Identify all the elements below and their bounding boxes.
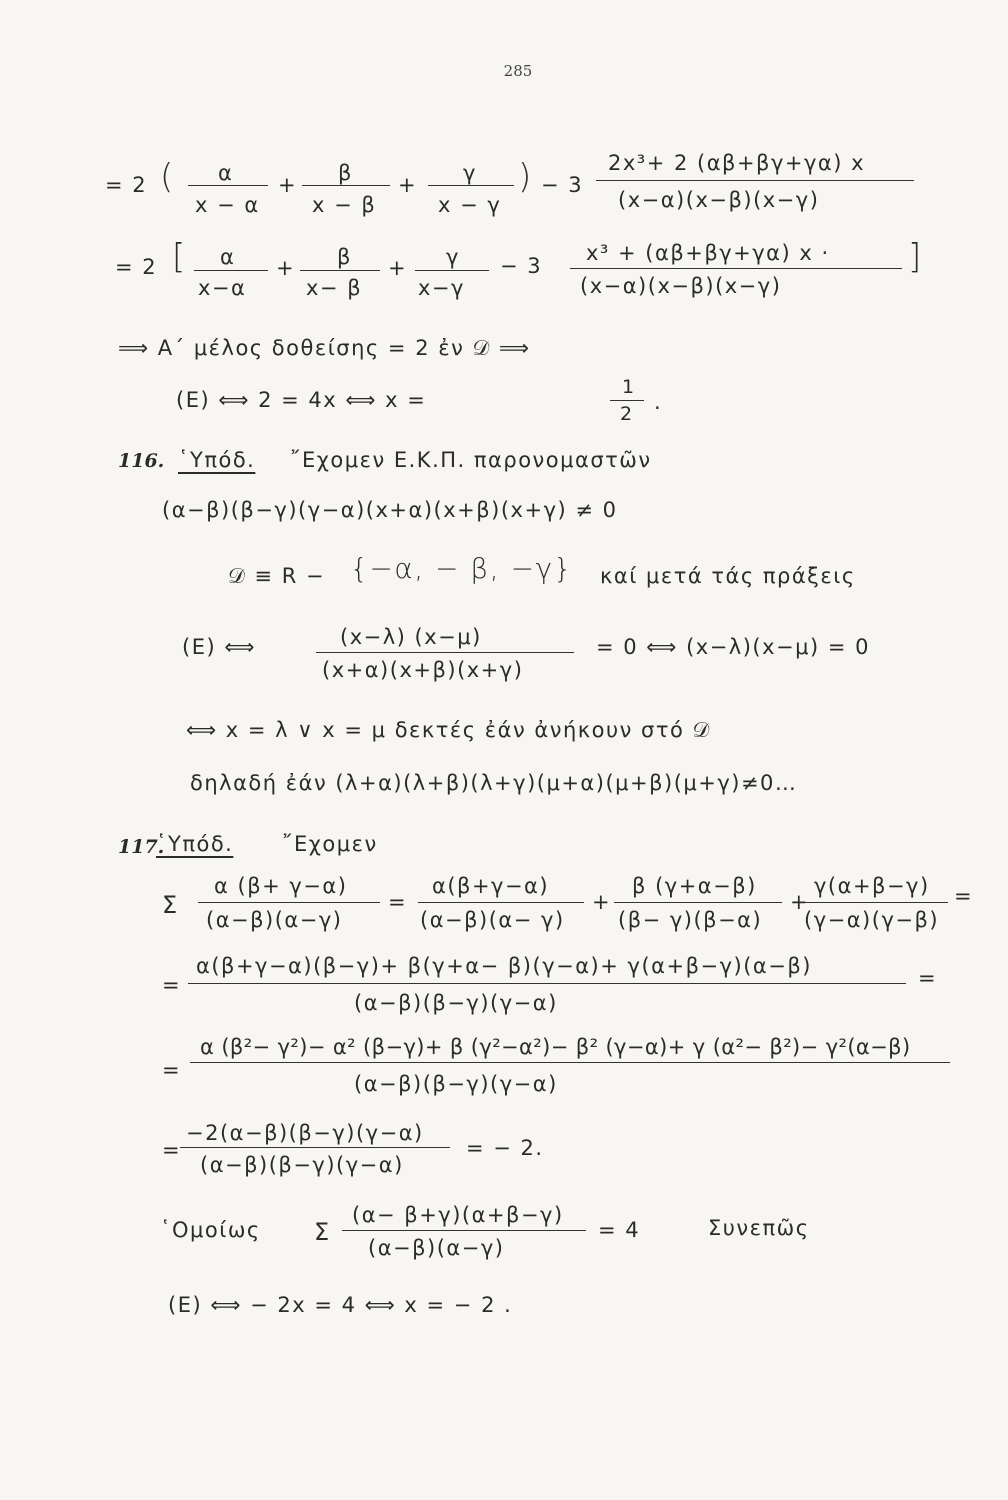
numerator: β (γ+α−β) — [632, 874, 757, 898]
conclusion-line: ⟹ Α΄ μέλος δοθείσης = 2 ἐν 𝒟 ⟹ — [118, 336, 531, 360]
denominator: x−γ — [418, 276, 465, 300]
text-line: ῾Ομοίως — [160, 1218, 261, 1242]
fraction-bar — [302, 185, 390, 186]
text-line: δηλαδή ἐάν (λ+α)(λ+β)(λ+γ)(μ+α)(μ+β)(μ+γ)≠0… — [190, 771, 798, 795]
fraction-bar — [418, 902, 584, 903]
fraction-bar — [415, 270, 489, 271]
hint-label: ῾Υπόδ. — [178, 448, 256, 472]
left-paren: ( — [160, 157, 175, 197]
text-line: καί μετά τάς πράξεις — [600, 564, 856, 588]
denominator: (x−α)(x−β)(x−γ) — [618, 188, 820, 212]
page-number: 285 — [503, 62, 533, 80]
right-paren: ) — [518, 157, 533, 197]
numerator: α — [220, 245, 236, 269]
numerator: 1 — [622, 376, 636, 398]
left-bracket: [ — [172, 237, 187, 277]
operator: − 3 — [541, 173, 584, 197]
denominator: x − α — [195, 193, 260, 217]
operator: + — [278, 173, 298, 197]
text-line: ῎Εχομεν Ε.Κ.Π. παρονομαστῶν — [290, 448, 652, 472]
denominator: (β− γ)(β−α) — [618, 908, 763, 932]
fraction-bar — [180, 1147, 450, 1148]
operator: + — [388, 256, 408, 280]
numerator: α (β²− γ²)− α² (β−γ)+ β (γ²−α²)− β² (γ−α)+ γ (α²− β²)− γ²(α−β) — [200, 1035, 911, 1059]
domain-line: 𝒟 ≡ R − — [228, 564, 326, 588]
denominator: (x+α)(x+β)(x+γ) — [322, 658, 524, 682]
numerator: α(β+γ−α) — [432, 874, 550, 898]
numerator: β — [337, 245, 352, 269]
text-line: = 0 ⟺ (x−λ)(x−μ) = 0 — [596, 635, 871, 659]
text-line: ῎Εχομεν — [282, 832, 378, 856]
denominator: x−α — [198, 276, 247, 300]
fraction-bar — [198, 902, 380, 903]
text-line: (Ε) ⟺ — [182, 635, 256, 659]
denominator: 2 — [620, 403, 634, 425]
operator: − 3 — [500, 254, 543, 278]
equals-sign: = — [162, 973, 182, 997]
problem-number: 117. — [118, 836, 165, 858]
hint-label: ῾Υπόδ. — [156, 832, 234, 856]
numerator: α — [218, 161, 234, 185]
right-bracket: ] — [908, 237, 923, 277]
fraction-bar — [194, 270, 268, 271]
denominator: (α−β)(β−γ)(γ−α) — [200, 1153, 404, 1177]
numerator: γ — [463, 161, 477, 185]
period: . — [654, 390, 663, 414]
denominator: (x−α)(x−β)(x−γ) — [580, 274, 782, 298]
denominator: (α−β)(β−γ)(γ−α) — [354, 1072, 558, 1096]
denominator: (α−β)(β−γ)(γ−α) — [354, 991, 558, 1015]
numerator: γ — [446, 245, 460, 269]
fraction-bar — [188, 983, 906, 984]
operator: + — [398, 173, 418, 197]
numerator: (α− β+γ)(α+β−γ) — [352, 1203, 564, 1227]
text-line: ⟺ x = λ ∨ x = μ δεκτές ἐάν ἀνήκουν στό 𝒟 — [186, 718, 711, 742]
numerator: β — [338, 161, 353, 185]
equals-sign: = 2 — [105, 173, 148, 197]
excluded-set: {−α, − β, −γ} — [350, 552, 573, 585]
sigma-symbol: Σ — [314, 1218, 331, 1246]
numerator: α(β+γ−α)(β−γ)+ β(γ+α− β)(γ−α)+ γ(α+β−γ)(α−β) — [196, 954, 812, 978]
fraction-bar — [190, 1062, 950, 1063]
denominator: (γ−α)(γ−β) — [804, 908, 940, 932]
fraction-bar — [188, 185, 268, 186]
numerator: x³ + (αβ+βγ+γα) x · — [586, 241, 830, 265]
equals-sign: = — [162, 1058, 182, 1082]
final-solution: (Ε) ⟺ − 2x = 4 ⟺ x = − 2 . — [168, 1293, 513, 1317]
numerator: α (β+ γ−α) — [214, 874, 348, 898]
numerator: (x−λ) (x−μ) — [340, 625, 482, 649]
operator: + — [592, 890, 612, 914]
equals-sign: = — [954, 884, 974, 908]
fraction-bar — [316, 652, 574, 653]
sigma-symbol: Σ — [162, 891, 179, 919]
denominator: x − γ — [438, 193, 502, 217]
fraction-bar — [596, 180, 914, 181]
numerator: γ(α+β−γ) — [814, 874, 930, 898]
operator: + — [790, 890, 810, 914]
equals-sign: = — [918, 966, 938, 990]
denominator: (α−β)(α− γ) — [420, 908, 565, 932]
denominator: x− β — [306, 276, 363, 300]
numerator: 2x³+ 2 (αβ+βγ+γα) x — [608, 151, 866, 175]
equals-sign: = — [388, 890, 408, 914]
result: = − 2. — [466, 1136, 544, 1160]
fraction-bar — [428, 185, 514, 186]
fraction-bar — [342, 1230, 586, 1231]
fraction-bar — [300, 270, 380, 271]
text-line: Συνεπῶς — [708, 1216, 810, 1240]
fraction-bar — [614, 902, 782, 903]
solution-line: (Ε) ⟺ 2 = 4x ⟺ x = — [176, 388, 427, 412]
fraction-bar — [570, 268, 902, 269]
fraction-bar — [802, 902, 948, 903]
denominator: (α−β)(α−γ) — [368, 1236, 505, 1260]
numerator: −2(α−β)(β−γ)(γ−α) — [186, 1121, 424, 1145]
text-line: (α−β)(β−γ)(γ−α)(x+α)(x+β)(x+γ) ≠ 0 — [162, 498, 618, 522]
equals-sign: = — [162, 1138, 182, 1162]
fraction-bar — [610, 400, 644, 401]
equals-sign: = 2 — [115, 255, 158, 279]
problem-number: 116. — [118, 450, 165, 472]
denominator: (α−β)(α−γ) — [206, 908, 343, 932]
operator: + — [276, 256, 296, 280]
equals-four: = 4 — [598, 1218, 641, 1242]
denominator: x − β — [312, 193, 377, 217]
